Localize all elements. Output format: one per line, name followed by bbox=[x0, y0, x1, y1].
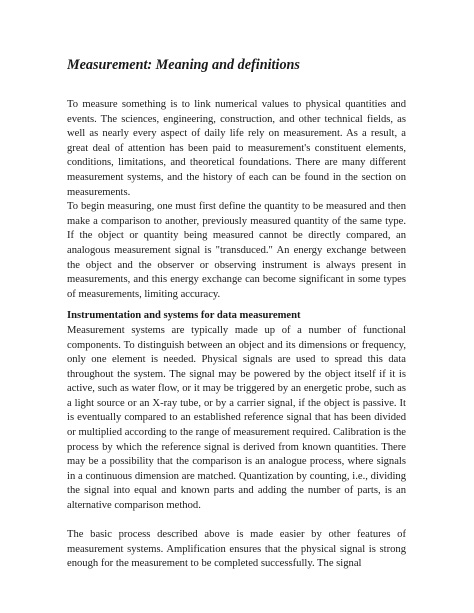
document-body bbox=[67, 98, 406, 572]
section-heading: Instrumentation and systems for data measurement bbox=[67, 310, 301, 322]
intro-paragraph-2: To begin measuring, one must first define the quantity to be measured and then make a comparison to another, previously measured quantity of the same type. If the object or quantity being measured cannot be directly compared, an analogous measurement signal is "transduced." An energy exchange between the object and the observer or observing instrument is always present in measurements, and this energy exchange can become significant in some types of measurements, limiting accuracy. bbox=[67, 201, 406, 300]
document-page bbox=[67, 0, 406, 613]
intro-paragraph-1: To measure something is to link numerical values to physical quantities and events. The sciences, engineering, construction, and other technical fields, as well as nearly every aspect of daily life rely on measurement. As a result, a great deal of attention has been paid to measurement's constituent elements, conditions, limitations, and theoretical foundations. There are many different measurement systems, and the history of each can be found in the section on measurements. bbox=[67, 99, 406, 198]
page-title: Measurement: Meaning and definitions bbox=[67, 57, 300, 73]
section-paragraph-2: The basic process described above is made easier by other features of measurement systems. Amplification ensures that the physical signal is strong enough for the measurement to be completed successfully. The signal bbox=[67, 529, 406, 570]
section-paragraph-1: Measurement systems are typically made up of a number of functional components. To distinguish between an object and its dimensions or frequency, only one element is needed. Physical signals are used to spread this data throughout the system. The signal may be powered by the object itself if it is active, such as water flow, or it may be triggered by an energetic probe, such as a light source or an X-ray tube, or by a carrier signal, if the object is passive. It is eventually compared to an established reference signal that has been divided or multiplied according to the range of measurement required. Calibration is the process by which the reference signal is derived from known quantities. There may be a possibility that the comparison is an analogue process, where signals in a continuous dimension are matched. Quantization by counting, i.e., dividing the signal into equal and known parts and adding the number of parts, is an alternative comparison method. bbox=[67, 324, 406, 512]
